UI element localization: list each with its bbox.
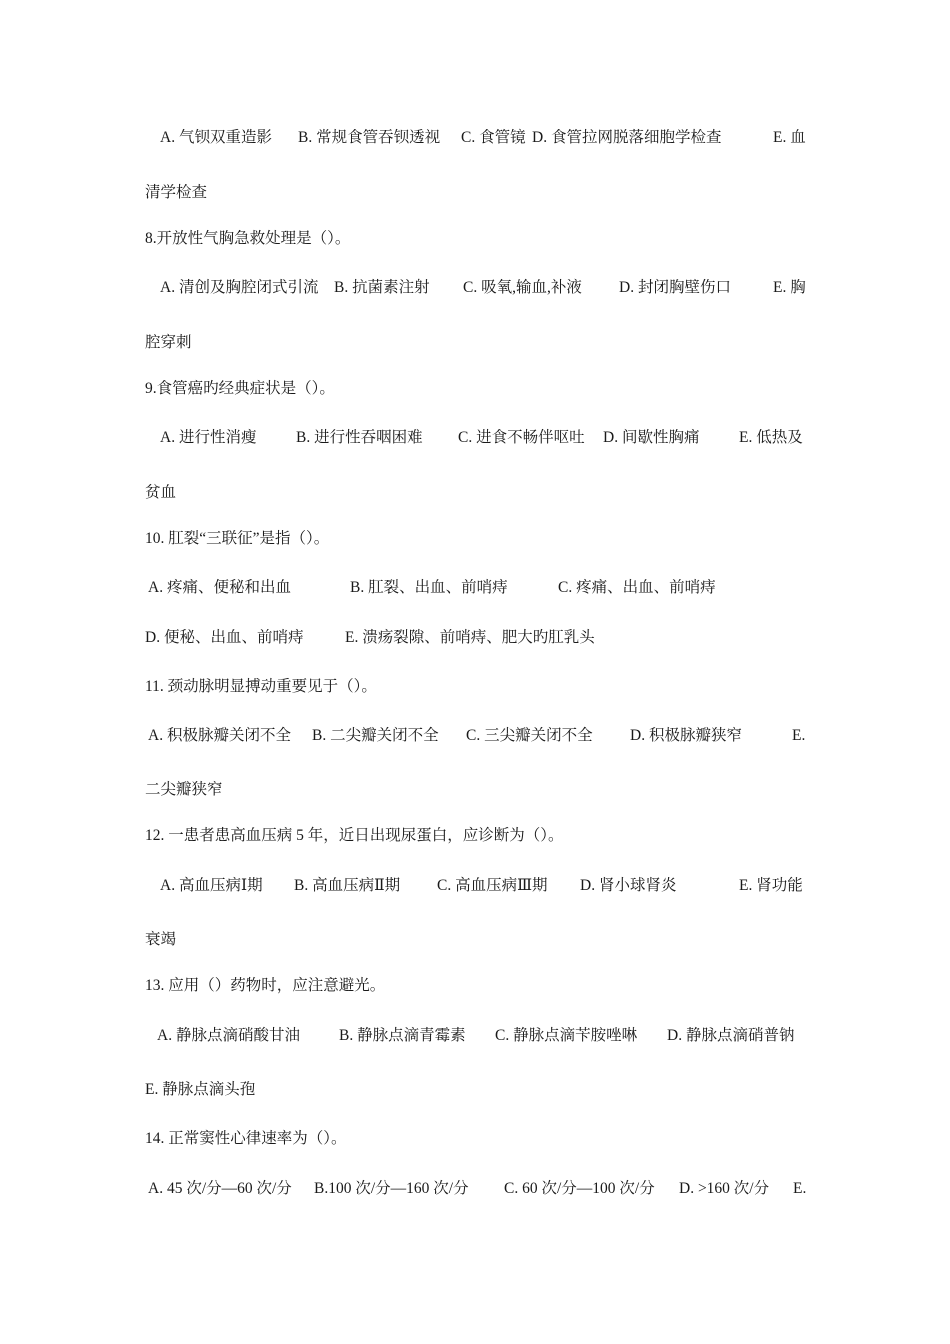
q7-option-e-continued: 清学检查 <box>145 184 208 201</box>
q10-option-e: E. 溃疡裂隙、前哨痔、肥大旳肛乳头 <box>345 629 595 646</box>
q14-option-a: A. 45 次/分—60 次/分 <box>148 1180 292 1197</box>
question-8: 8.开放性气胸急救处理是（）。 <box>145 230 351 247</box>
q11-option-d: D. 积极脉瓣狭窄 <box>630 727 742 744</box>
q9-option-d: D. 间歇性胸痛 <box>603 429 700 446</box>
q8-option-b: B. 抗菌素注射 <box>334 279 430 296</box>
q11-option-b: B. 二尖瓣关闭不全 <box>312 727 439 744</box>
q8-option-c: C. 吸氧,输血,补液 <box>463 279 582 296</box>
q10-option-c: C. 疼痛、出血、前哨痔 <box>558 579 716 596</box>
q7-option-e: E. 血 <box>773 129 806 146</box>
q12-option-b: B. 高血压病Ⅱ期 <box>294 877 401 894</box>
q11-option-c: C. 三尖瓣关闭不全 <box>466 727 593 744</box>
q12-option-a: A. 高血压病Ⅰ期 <box>160 877 263 894</box>
q13-option-d: D. 静脉点滴硝普钠 <box>667 1027 795 1044</box>
q13-option-c: C. 静脉点滴苄胺唑啉 <box>495 1027 638 1044</box>
q12-option-e: E. 肾功能 <box>739 877 803 894</box>
q12-option-c: C. 高血压病Ⅲ期 <box>437 877 548 894</box>
q11-option-a: A. 积极脉瓣关闭不全 <box>148 727 291 744</box>
q14-option-e: E. <box>793 1180 807 1197</box>
q11-option-e-continued: 二尖瓣狭窄 <box>145 781 223 798</box>
q8-option-e-continued: 腔穿刺 <box>145 334 192 351</box>
q9-option-e: E. 低热及 <box>739 429 803 446</box>
q7-option-a: A. 气钡双重造影 <box>160 129 272 146</box>
q12-option-e-continued: 衰竭 <box>145 931 177 948</box>
question-9: 9.食管癌旳经典症状是（）。 <box>145 380 335 397</box>
q9-option-a: A. 进行性消瘦 <box>160 429 257 446</box>
q13-option-e: E. 静脉点滴头孢 <box>145 1081 256 1098</box>
q13-option-a: A. 静脉点滴硝酸甘油 <box>157 1027 300 1044</box>
q9-option-c: C. 进食不畅伴呕吐 <box>458 429 585 446</box>
q10-option-d: D. 便秘、出血、前哨痔 <box>145 629 304 646</box>
q13-option-b: B. 静脉点滴青霉素 <box>339 1027 466 1044</box>
question-12: 12. 一患者患高血压病 5 年，近日出现尿蛋白，应诊断为（）。 <box>145 827 564 844</box>
q12-option-d: D. 肾小球肾炎 <box>580 877 677 894</box>
q10-option-a: A. 疼痛、便秘和出血 <box>148 579 291 596</box>
q11-option-e: E. <box>792 727 806 744</box>
q10-option-b: B. 肛裂、出血、前哨痔 <box>350 579 508 596</box>
question-11: 11. 颈动脉明显搏动重要见于（）。 <box>145 678 377 695</box>
question-10: 10. 肛裂“三联征”是指（）。 <box>145 530 330 547</box>
q14-option-b: B.100 次/分—160 次/分 <box>314 1180 469 1197</box>
q9-option-b: B. 进行性吞咽困难 <box>296 429 423 446</box>
q7-option-b: B. 常规食管吞钡透视 <box>298 129 441 146</box>
q7-option-d: D. 食管拉网脱落细胞学检查 <box>532 129 722 146</box>
q8-option-a: A. 清创及胸腔闭式引流 <box>160 279 319 296</box>
q7-option-c: C. 食管镜 <box>461 129 526 146</box>
q8-option-d: D. 封闭胸壁伤口 <box>619 279 731 296</box>
q14-option-c: C. 60 次/分—100 次/分 <box>504 1180 655 1197</box>
question-14: 14. 正常窦性心律速率为（）。 <box>145 1130 347 1147</box>
q9-option-e-continued: 贫血 <box>145 484 177 501</box>
question-13: 13. 应用（）药物时，应注意避光。 <box>145 977 386 994</box>
q14-option-d: D. >160 次/分 <box>679 1180 770 1197</box>
q8-option-e: E. 胸 <box>773 279 806 296</box>
